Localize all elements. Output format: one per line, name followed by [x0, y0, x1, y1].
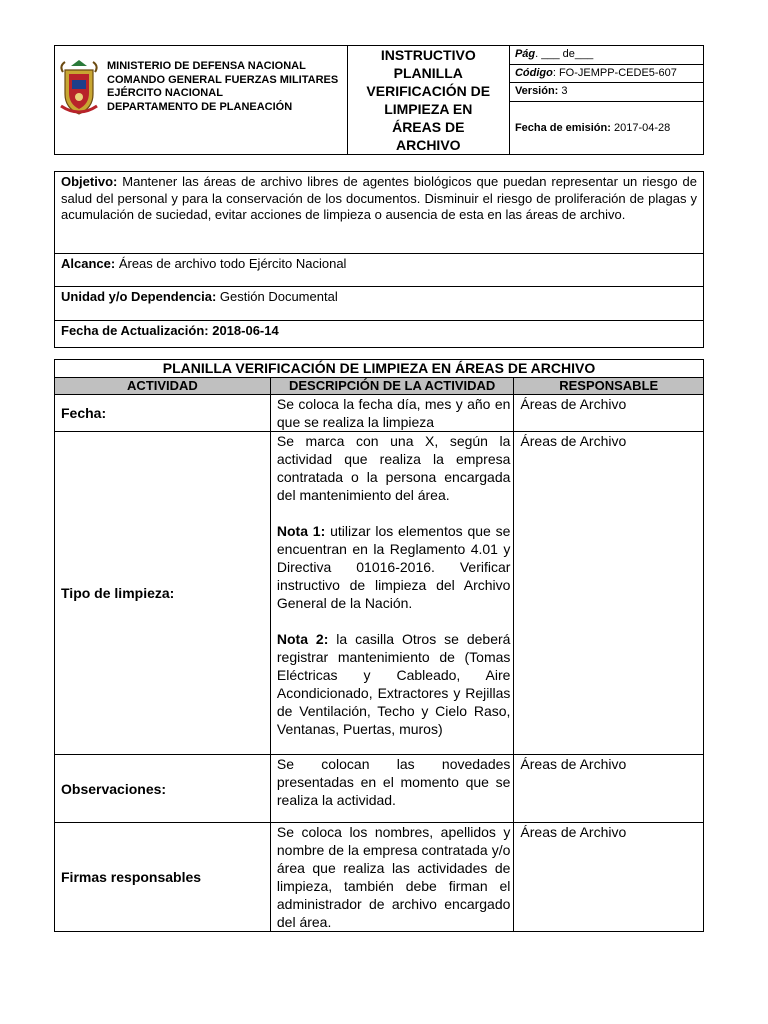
page-number-field [509, 46, 703, 65]
org-line-army: EJÉRCITO NACIONAL [107, 87, 223, 99]
org-line-department: DEPARTAMENTO DE PLANEACIÓN [107, 100, 293, 113]
update-date-value: 2018-06-14 [208, 322, 279, 338]
responsible-cell: Áreas de Archivo [514, 432, 704, 755]
page-label: Pág [514, 48, 536, 60]
document-title [347, 46, 509, 155]
doc-title-line: PLANILLA [393, 65, 463, 81]
unit-label: Unidad y/o Dependencia: [61, 289, 217, 305]
activity-cell: Fecha: [55, 395, 271, 432]
description-text: Se marca con una X, según la actividad que realiza la empresa contratada o la persona encargada del mantenimiento del área. [276, 433, 511, 503]
objective-cell [55, 172, 704, 254]
organization-block [55, 46, 348, 155]
doc-title-line: ÁREAS DE [392, 119, 465, 135]
document-header [54, 45, 704, 155]
description-cell: Se coloca la fecha día, mes y año en que se realiza la limpieza [270, 395, 514, 432]
version-label: Versión: [514, 85, 559, 97]
table-title: PLANILLA VERIFICACIÓN DE LIMPIEZA EN ÁREAS DE ARCHIVO [55, 360, 704, 378]
scope-label: Alcance: [61, 255, 116, 271]
update-date-label: Fecha de Actualización: [61, 322, 209, 338]
activity-cell: Firmas responsables [55, 823, 271, 932]
table-row [55, 823, 704, 932]
description-cell [270, 432, 514, 755]
army-crest-logo [59, 60, 99, 116]
page-value: . ___ de___ [535, 48, 594, 60]
description-cell: Se colocan las novedades presentadas en el momento que se realiza la actividad. [270, 755, 514, 823]
note-1-text: utilizar los elementos que se encuentran en la Reglamento 4.01 y Directiva 01016-2016. Verificar instructivo de limpieza del Archivo General de la Nación. [276, 523, 511, 611]
code-label: Código [514, 67, 553, 79]
code-value: : FO-JEMPP-CEDE5-607 [552, 67, 677, 79]
responsible-cell: Áreas de Archivo [514, 755, 704, 823]
objective-label: Objetivo: [61, 174, 118, 189]
note-2 [277, 630, 511, 738]
cleaning-verification-table [54, 359, 704, 932]
activity-cell: Observaciones: [55, 755, 271, 823]
update-date-cell [55, 320, 704, 347]
organization-names [107, 60, 338, 114]
doc-title-line: ARCHIVO [395, 137, 461, 153]
doc-title-line: INSTRUCTIVO [380, 47, 476, 63]
code-field [509, 65, 703, 83]
org-line-command: COMANDO GENERAL FUERZAS MILITARES [107, 73, 339, 86]
version-value: 3 [558, 85, 568, 97]
scope-text: Áreas de archivo todo Ejército Nacional [115, 255, 347, 271]
note-2-text: la casilla Otros se deberá registrar mantenimiento de (Tomas Eléctricas y Cableado, Aire Acondicionado, Extractores y Rejillas de Ventilación, Techo y Cielo Raso, Ventanas, Puertas, muros) [276, 631, 511, 737]
version-field [509, 83, 703, 102]
table-row [55, 432, 704, 755]
scope-cell [55, 253, 704, 286]
note-2-label: Nota 2: [276, 631, 329, 647]
issue-date-label: Fecha de emisión: [514, 122, 611, 134]
table-row [55, 395, 704, 432]
unit-cell [55, 287, 704, 320]
document-info [54, 171, 704, 348]
note-1 [277, 522, 511, 612]
doc-title-line: VERIFICACIÓN DE [366, 83, 491, 99]
activity-cell: Tipo de limpieza: [55, 432, 271, 755]
table-row [55, 755, 704, 823]
column-header-description: DESCRIPCIÓN DE LA ACTIVIDAD [270, 378, 514, 395]
column-header-activity: ACTIVIDAD [55, 378, 271, 395]
objective-text: Mantener las áreas de archivo libres de agentes biológicos que puedan representar un riesgo de salud del personal y para la conservación de los documentos. Disminuir el riesgo de proliferación de plagas y acumulación de suciedad, evitar acciones de limpieza o ausencia de esta en las áreas de archivo. [61, 174, 697, 222]
issue-date-field [509, 102, 703, 155]
issue-date-value: 2017-04-28 [610, 122, 671, 134]
responsible-cell: Áreas de Archivo [514, 823, 704, 932]
column-header-responsible: RESPONSABLE [514, 378, 704, 395]
note-1-label: Nota 1: [276, 523, 326, 539]
responsible-cell: Áreas de Archivo [514, 395, 704, 432]
unit-text: Gestión Documental [216, 289, 338, 305]
org-line-ministry: MINISTERIO DE DEFENSA NACIONAL [107, 60, 306, 72]
doc-title-line: LIMPIEZA EN [384, 101, 473, 117]
description-cell: Se coloca los nombres, apellidos y nombre de la empresa contratada y/o área que realiza las actividades de limpieza, también debe firman el administrador de archivo encargado del área. [270, 823, 514, 932]
